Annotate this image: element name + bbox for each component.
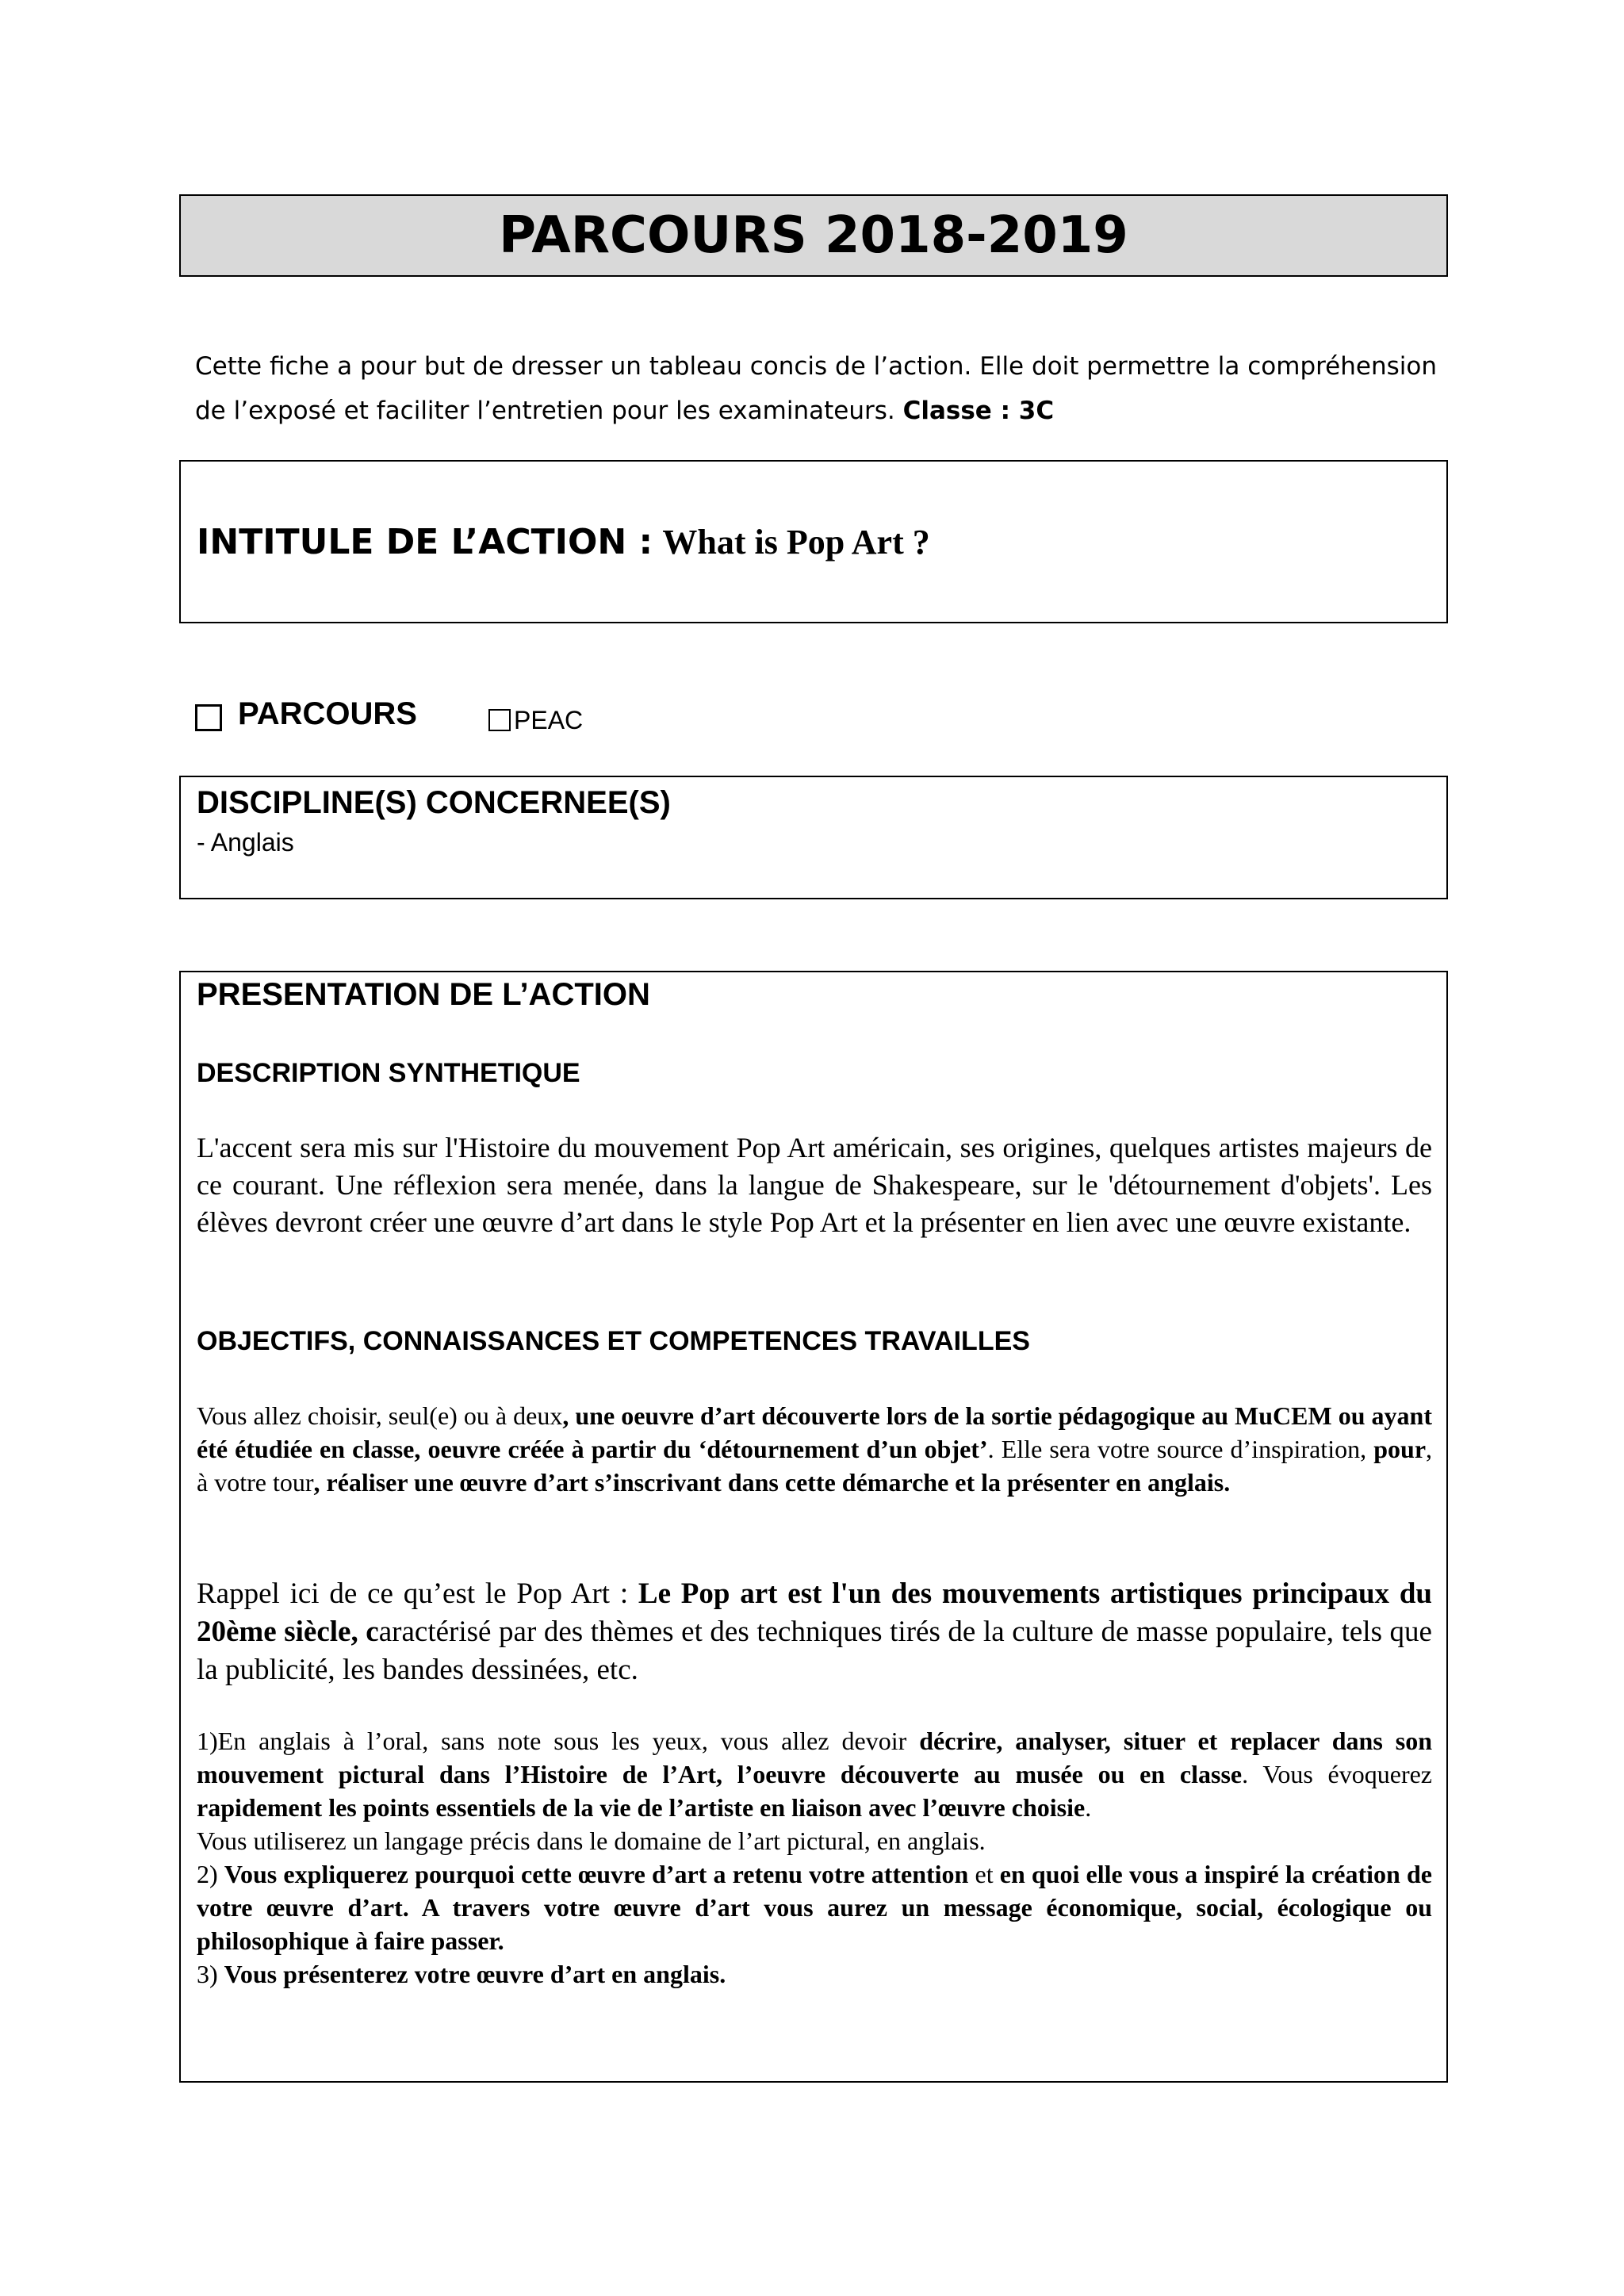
instructions-list: [197, 1724, 1432, 1991]
intro-line-2: de l’exposé et faciliter l’entretien pour les examinateurs. Classe : 3C: [195, 397, 1055, 425]
action-label: INTITULE DE L’ACTION :: [197, 522, 653, 562]
presentation-heading: PRESENTATION DE L’ACTION: [197, 977, 650, 1012]
peac-checkbox[interactable]: [488, 709, 511, 731]
intro-line-1: Cette fiche a pour but de dresser un tableau concis de l’action. Elle doit permettre la compréhension: [195, 352, 1437, 381]
objectives-heading: OBJECTIFS, CONNAISSANCES ET COMPETENCES TRAVAILLES: [197, 1326, 1030, 1356]
instruction-2: 2) Vous expliquerez pourquoi cette œuvre d’art a retenu votre attention et en quoi elle vous a inspiré la création de votre œuvre d’art. A travers votre œuvre d’art vous aurez un message économique, social, écologique ou philosophique à faire passer.: [197, 1860, 1432, 1955]
page-title: PARCOURS 2018-2019: [499, 206, 1128, 265]
action-value: What is Pop Art ?: [662, 523, 930, 562]
description-text: L'accent sera mis sur l'Histoire du mouvement Pop Art américain, ses origines, quelques artistes majeurs de ce courant. Une réflexion sera menée, dans la langue de Shakespeare, sur le 'détournement d'objets'. Les élèves devront créer une œuvre d’art dans le style Pop Art et la présenter en lien avec une œuvre existante.: [197, 1132, 1432, 1238]
title-box: [179, 194, 1448, 277]
parcours-row: [195, 696, 988, 744]
action-title-box: [179, 460, 1448, 623]
instruction-3: 3) Vous présenterez votre œuvre d’art en anglais.: [197, 1960, 726, 1988]
parcours-checkbox[interactable]: [195, 704, 222, 731]
parcours-label: PARCOURS: [238, 696, 417, 731]
discipline-item: - Anglais: [197, 828, 294, 857]
intro-text: [195, 344, 1448, 433]
action-title-line: [197, 522, 930, 562]
description-heading: DESCRIPTION SYNTHETIQUE: [197, 1058, 580, 1088]
discipline-heading: DISCIPLINE(S) CONCERNEE(S): [197, 785, 671, 820]
classe-label: Classe : 3C: [902, 397, 1055, 425]
presentation-box: [179, 971, 1448, 2083]
instruction-1: 1)En anglais à l’oral, sans note sous les yeux, vous allez devoir décrire, analyser, situer et replacer dans son mouvement pictural dans l’Histoire de l’Art, l’oeuvre découverte au musée ou en classe. Vous évoquerez rapidement les points essentiels de la vie de l’artiste en liaison avec l’œuvre choisie.: [197, 1727, 1433, 1822]
instruction-1b: Vous utiliserez un langage précis dans le domaine de l’art pictural, en anglais.: [197, 1826, 986, 1855]
discipline-box: [179, 776, 1448, 899]
peac-label: PEAC: [514, 706, 584, 734]
objectives-paragraph: Vous allez choisir, seul(e) ou à deux, une oeuvre d’art découverte lors de la sortie pédagogique au MuCEM ou ayant été étudiée en classe, oeuvre créée à partir du ‘détournement d’un objet’. Elle sera votre source d’inspiration, pour, à votre tour, réaliser une œuvre d’art s’inscrivant dans cette démarche et la présenter en anglais.: [197, 1401, 1433, 1497]
pop-art-reminder: Rappel ici de ce qu’est le Pop Art : Le Pop art est l'un des mouvements artistiques principaux du 20ème siècle, caractérisé par des thèmes et des techniques tirés de la culture de masse populaire, tels que la publicité, les bandes dessinées, etc.: [197, 1577, 1432, 1686]
